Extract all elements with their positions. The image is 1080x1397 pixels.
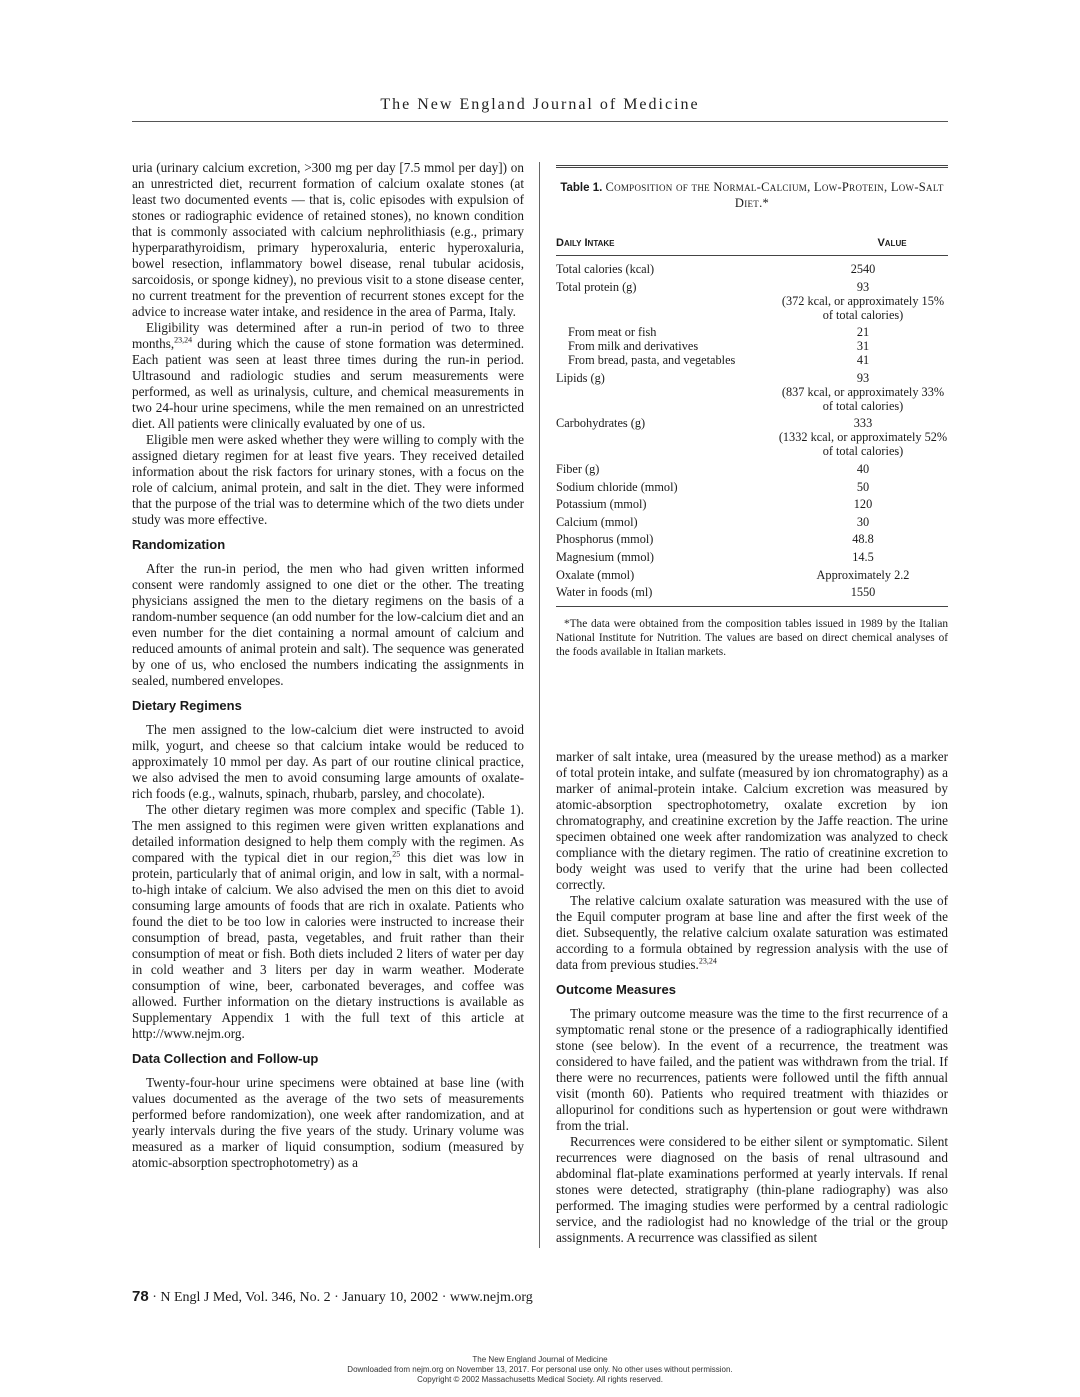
row-label: From meat or fish — [568, 325, 657, 340]
row-value — [778, 280, 948, 322]
outcome-measures-heading: Outcome Measures — [556, 982, 676, 997]
row-value: 30 — [856, 514, 870, 529]
legal-download-line: Downloaded from nejm.org on November 13, 2017. For personal use only. No other uses without permission. — [347, 1365, 733, 1374]
row-value: 40 — [856, 461, 870, 476]
journal-header-title: The New England Journal of Medicine — [380, 96, 700, 113]
table-row — [556, 280, 948, 322]
randomization-paragraph: After the run-in period, the men who had given written informed consent were randomly assigned to one diet or the other. The treating physicians assigned the men to the dietary regimens on the basis of a random-number sequence (an odd number for the low-calcium diet and an even number for the diet containing a normal amount of calcium and reduced amounts of animal protein and salt). The sequence was generated by one of us, who enclosed the numbers indicating the assignments in sealed, numbered envelopes. — [132, 561, 524, 688]
row-label: Oxalate (mmol) — [556, 567, 635, 582]
randomization-heading: Randomization — [132, 537, 226, 552]
row-value — [778, 371, 948, 413]
row-value-note: (372 kcal, or approximately 15% of total calories) — [781, 293, 945, 322]
reference-superscript: 25 — [392, 849, 401, 859]
legal-journal-name: The New England Journal of Medicine — [472, 1355, 608, 1364]
row-value: 50 — [856, 479, 870, 494]
table-row — [556, 325, 948, 339]
table-row — [556, 497, 948, 511]
table-row — [556, 353, 948, 367]
intro-paragraph: uria (urinary calcium excretion, >300 mg per day [7.5 mmol per day]) on an unrestricted diet, recurrent formation of calcium oxalate stones (at least two documented events — that is, colic episodes with expulsion of stones or radiographic evidence of retained stones), no known condition that is commonly associated with calcium nephrolithiasis (e.g., primary hyperparathyroidism, primary hyperoxaluria, enteric hyperoxaluria, bowel resection, inflammatory bowel disease, renal tubular acidosis, sarcoidosis, or sponge kidney), no previous visit to a stone disease center, no current treatment for the prevention of recurrent stones except for the advice to increase water intake, and residence in the area of Parma, Italy. — [132, 160, 524, 319]
row-label: Fiber (g) — [556, 461, 600, 476]
row-value: 31 — [856, 339, 870, 354]
table-row — [556, 480, 948, 494]
row-value: 48.8 — [852, 532, 874, 547]
column-divider — [539, 162, 540, 1248]
row-label: Water in foods (ml) — [556, 585, 653, 600]
reference-superscript: 23,24 — [174, 335, 193, 345]
saturation-text: The relative calcium oxalate saturation was measured with the use of the Equil computer program at base line and after the first week of the diet. Subsequently, the relative calcium oxalate saturation was estimated according to a formula obtained by regression analysis with the use of data from previous studies. — [556, 893, 948, 972]
row-value — [778, 416, 948, 458]
dietary-p2-text-end: this diet was low in protein, particularly that of animal origin, and low in salt, with a normal-to-high intake of calcium. We also advised the men on this diet to avoid consuming large amounts of foods that are rich in oxalate. Patients who found the diet to be too low in calories were instructed to increase their consumption of bread, pasta, vegetables, and fruit rather than their consumption of meat or fish. Both diets included 2 liters of water per day in cold weather and 3 liters per day in warm weather. Moderate consumption of wine, beer, carbonated beverages, and coffee was allowed. Further information on the dietary instructions is available as Supplementary Appendix 1 with the full text of this article at http://www.nejm.org. — [132, 850, 524, 1041]
table-row — [556, 515, 948, 529]
row-value-number: 333 — [853, 416, 873, 431]
page-number: 78 — [132, 1288, 149, 1305]
download-notice — [0, 1355, 1080, 1385]
row-value: 120 — [853, 497, 873, 512]
row-label: From bread, pasta, and vegetables — [568, 353, 736, 368]
data-collection-heading: Data Collection and Follow-up — [132, 1051, 319, 1066]
table-1 — [556, 165, 948, 659]
row-label: Calcium (mmol) — [556, 514, 638, 529]
table-row — [556, 550, 948, 564]
saturation-paragraph — [556, 893, 948, 973]
table-title: Composition of the Normal-Calcium, Low-Protein, Low-Salt Diet.* — [605, 180, 944, 210]
row-label: Carbohydrates (g) — [556, 416, 646, 431]
dietary-p2-text-start: The other dietary regimen was more complex and specific (Table 1). The men assigned to this regimen were given written explanations and detailed information designed to help them comply with the regimen. As compared with the typical diet in our region, — [132, 802, 524, 865]
page-footer — [132, 1288, 533, 1306]
outcome-paragraph-2: Recurrences were considered to be either silent or symptomatic. Silent recurrences were diagnosed on the basis of renal ultrasound and abdominal flat-plate examinations performed at yearly intervals. If renal stones were detected, stratigraphy (thin-plane radiography) was also performed. The imaging studies were performed by a central radiologic service, and the radiologist had no knowledge of the trial or the group assignments. A recurrence was classified as silent — [556, 1134, 948, 1245]
table-caption — [556, 180, 948, 211]
row-label: From milk and derivatives — [568, 339, 699, 354]
header-rule — [132, 121, 948, 122]
eligibility-text-end: during which the cause of stone formation was determined. Each patient was seen at least three times during the run-in period. Ultrasound and radiologic studies and serum measurements were performed, as well as urinalysis, culture, and chemical measurements in two 24-hour urine specimens, while the men remained on an unrestricted diet. All patients were clinically evaluated by one of us. — [132, 336, 524, 431]
row-label: Phosphorus (mmol) — [556, 532, 654, 547]
legal-copyright-line: Copyright © 2002 Massachusetts Medical Society. All rights reserved. — [417, 1375, 663, 1384]
column-header-value: Value — [877, 237, 907, 249]
outcome-paragraph-1: The primary outcome measure was the time to the first recurrence of a symptomatic renal stone or the presence of a radiographically identified stone (see below). In the event of a recurrence, the treatment was considered to have failed, and the patient was withdrawn from the trial. If there were no recurrences, patients were followed until the fifth annual visit (month 60). Patients who required treatment with thiazides or allopurinol for conditions such as hypertension or gout were withdrawn from the trial. — [556, 1006, 948, 1133]
row-label: Sodium chloride (mmol) — [556, 479, 678, 494]
table-header-row — [556, 237, 948, 256]
row-label: Total calories (kcal) — [556, 262, 655, 276]
reference-superscript: 23,24 — [698, 956, 717, 966]
row-value-note: (837 kcal, or approximately 33% of total calories) — [781, 384, 945, 413]
table-row — [556, 532, 948, 546]
column-header-intake: Daily Intake — [556, 237, 615, 249]
left-column — [132, 160, 524, 1171]
dietary-paragraph-1: The men assigned to the low-calcium diet were instructed to avoid milk, yogurt, and cheese so that calcium intake would be reduced to approximately 10 mmol per day. As part of our routine clinical practice, we also advised the men to avoid consuming large amounts of oxalate-rich foods (e.g., walnuts, spinach, rhubarb, parsley, and chocolate). — [132, 722, 524, 801]
row-label: Total protein (g) — [556, 279, 637, 294]
dietary-regimens-heading: Dietary Regimens — [132, 698, 242, 713]
eligibility-text-start: Eligibility was determined after a run-in period of two to three months, — [132, 320, 524, 351]
row-label: Magnesium (mmol) — [556, 549, 655, 564]
row-value: 14.5 — [852, 549, 874, 564]
row-value-number: 93 — [856, 370, 870, 385]
citation-line: · N Engl J Med, Vol. 346, No. 2 · January 10, 2002 · www.nejm.org — [148, 1290, 533, 1305]
table-row — [556, 371, 948, 413]
table-row — [556, 585, 948, 599]
data-collection-paragraph: Twenty-four-hour urine specimens were obtained at base line (with values documented as the average of the two sets of measurements performed before randomization), one week after randomization, and at yearly intervals during the five years of the study. Urinary volume was measured as a marker of liquid consumption, sodium (measured by atomic-absorption spectrophotometry) as a — [132, 1075, 524, 1170]
row-label: Potassium (mmol) — [556, 497, 647, 512]
table-row — [556, 339, 948, 353]
table-label: Table 1. — [560, 182, 603, 194]
row-value: 1550 — [850, 585, 876, 600]
row-value: 21 — [856, 325, 870, 340]
table-bottom-rule — [556, 606, 948, 607]
right-column — [556, 749, 948, 1246]
eligibility-paragraph — [132, 320, 524, 432]
table-footnote: *The data were obtained from the composition tables issued in 1989 by the Italian National Institute for Nutrition. The values are based on direct chemical analyses of the foods available in Italian markets. — [556, 618, 948, 659]
table-row — [556, 568, 948, 582]
table-top-rule — [556, 165, 948, 168]
dietary-paragraph-2 — [132, 802, 524, 1042]
continued-paragraph: marker of salt intake, urea (measured by the urease method) as a marker of total protein intake, and sulfate (measured by ion chromatography) as a marker of animal-protein intake. Calcium excretion was measured by atomic-absorption spectrophotometry, oxalate excretion by ion chromatography, and creatinine excretion by the Jaffe reaction. The urine specimen obtained one week after randomization was analyzed to check compliance with the dietary regimen. The ratio of creatinine excretion to body weight was used to verify that the urine had been collected correctly. — [556, 749, 948, 892]
row-value-number: 93 — [856, 279, 870, 294]
table-row — [556, 262, 948, 276]
table-body — [556, 256, 948, 599]
row-value: 2540 — [850, 262, 876, 276]
row-value: 41 — [856, 353, 870, 368]
row-label: Lipids (g) — [556, 370, 605, 385]
eligible-men-paragraph: Eligible men were asked whether they were willing to comply with the assigned dietary regimen for at least five years. They received detailed information about the risk factors for urinary stones, with a focus on the role of calcium, animal protein, and salt in the diet. They were informed that the purpose of the trial was to determine which of the two diets under study was more effective. — [132, 432, 524, 527]
table-row — [556, 462, 948, 476]
row-value: Approximately 2.2 — [816, 567, 910, 582]
row-value-note: (1332 kcal, or approximately 52% of total calories) — [778, 430, 948, 459]
table-row — [556, 416, 948, 458]
